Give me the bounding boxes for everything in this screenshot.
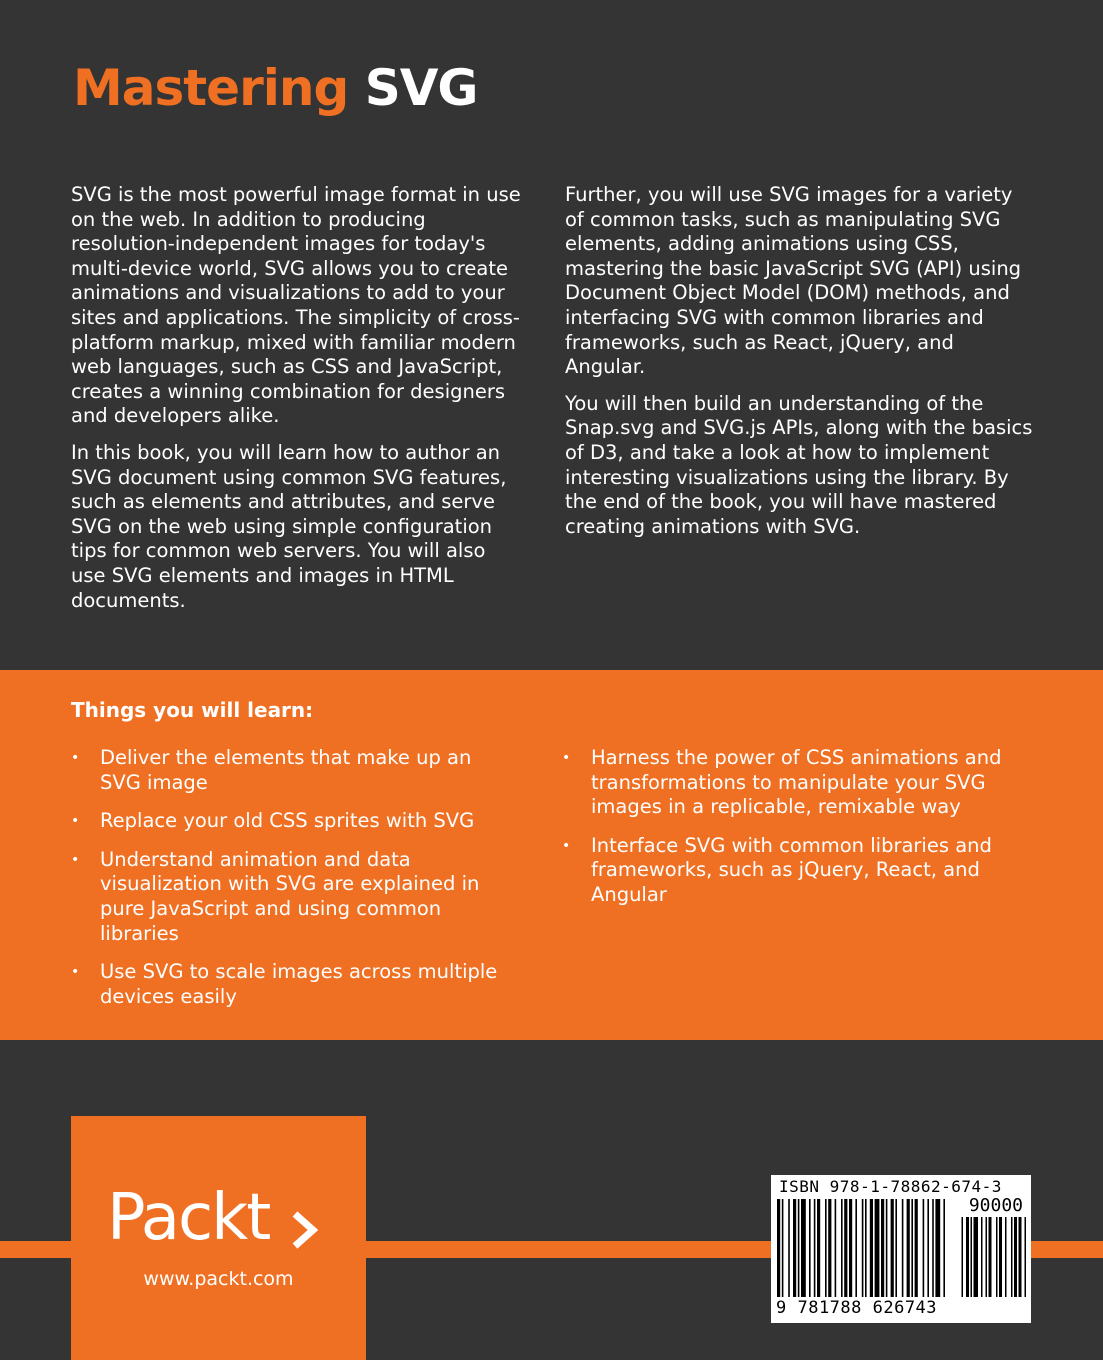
barcode-bar	[798, 1199, 800, 1297]
learn-heading: Things you will learn:	[71, 698, 314, 722]
learn-item-text: Replace your old CSS sprites with SVG	[100, 809, 475, 833]
bullet-icon: •	[71, 750, 80, 766]
learn-list-left	[71, 746, 501, 1023]
barcode-bar	[862, 1199, 864, 1297]
barcode-addon-bar	[1019, 1217, 1022, 1297]
barcode-bar	[793, 1199, 796, 1297]
barcode-bar	[895, 1199, 897, 1297]
description-paragraph: Further, you will use SVG images for a variety of common tasks, such as manipulating SVG elements, adding animations using CSS, mastering the basic JavaScript SVG (API) using Document Object Model (DOM) methods, and interfacing SVG with common libraries and frameworks, such as React, jQuery, and Angular.	[565, 183, 1022, 379]
publisher-url: www.packt.com	[143, 1268, 294, 1290]
description-right-column	[565, 183, 1035, 551]
barcode-addon-bar	[1025, 1217, 1027, 1297]
barcode-addon-bar	[996, 1217, 998, 1297]
learn-section	[0, 670, 1103, 1040]
chevron-right-icon	[289, 1210, 319, 1250]
barcode-bar	[825, 1199, 827, 1297]
barcode-bar	[927, 1199, 929, 1297]
barcode-bar	[875, 1199, 880, 1297]
barcode-addon-bar	[1005, 1217, 1007, 1297]
barcode-bar	[886, 1199, 888, 1297]
description-paragraph: In this book, you will learn how to author an SVG document using common SVG features, such as elements and attributes, and serve SVG on the web using simple configuration tips for common web servers. You will also use SVG elements and images in HTML documents.	[71, 440, 507, 612]
bullet-icon: •	[562, 837, 571, 854]
barcode-bar	[915, 1199, 918, 1297]
barcode-addon-bar	[974, 1217, 979, 1297]
description-paragraph: SVG is the most powerful image format in use on the web. In addition to producing resolution-independent images for today's multi-device world, SVG allows you to create animations and visualizations to add to your sites and applications. The simplicity of cross-platform markup, mixed with familiar modern web languages, such as CSS and JavaScript, creates a winning combination for designers and developers alike.	[71, 183, 521, 428]
barcode-addon-bar	[962, 1217, 964, 1297]
barcode-bar	[841, 1199, 843, 1297]
isbn-barcode	[771, 1175, 1031, 1323]
barcode-bar	[891, 1199, 894, 1297]
barcode-bar	[907, 1199, 910, 1297]
barcode-bar	[828, 1199, 831, 1297]
barcode-addon-bar	[966, 1217, 969, 1297]
barcode-bar	[881, 1199, 884, 1297]
barcode-addon-bar	[1011, 1217, 1013, 1297]
learn-item	[71, 848, 501, 946]
barcode-bar	[932, 1199, 934, 1297]
barcode-bar	[943, 1199, 945, 1297]
barcode-addon-bar	[981, 1217, 983, 1297]
learn-item-text: Understand animation and data visualization with SVG are explained in pure JavaScript and using common libraries	[100, 847, 480, 945]
learn-item-text: Interface SVG with common libraries and frameworks, such as jQuery, React, and Angular	[591, 833, 992, 906]
packt-logo-text: Packt	[107, 1181, 270, 1255]
learn-list-right	[562, 746, 1032, 922]
barcode-bar	[870, 1199, 873, 1297]
barcode-bar	[844, 1199, 847, 1297]
barcode-bar	[814, 1199, 816, 1297]
learn-item-text: Use SVG to scale images across multiple devices easily	[100, 960, 498, 1008]
barcode-bar	[835, 1199, 837, 1297]
learn-item	[71, 960, 501, 1009]
description-paragraph: You will then build an understanding of the Snap.svg and SVG.js APIs, along with the basics of D3, and take a look at how to implement interesting visualizations using the library. By the end of the book, you will have mastered creating animations with SVG.	[565, 391, 1033, 538]
learn-item-text: Deliver the elements that make up an SVG image	[100, 746, 472, 794]
packt-logo	[107, 1178, 333, 1258]
isbn-text: ISBN 978-1-78862-674-3	[779, 1177, 1002, 1196]
barcode-bar	[788, 1199, 790, 1297]
barcode-bar	[855, 1199, 857, 1297]
barcode-addon-bar	[999, 1217, 1002, 1297]
barcode-bar	[801, 1199, 806, 1297]
bullet-icon: •	[71, 964, 80, 981]
barcode-bar	[782, 1199, 784, 1297]
barcode-bar	[923, 1199, 925, 1297]
learn-item	[562, 834, 1032, 908]
barcode-addon-bar	[989, 1217, 992, 1297]
bullet-icon: •	[71, 813, 80, 830]
barcode-addon-bar	[1014, 1217, 1017, 1297]
barcode-addon-bar	[986, 1217, 988, 1297]
barcode-bar	[902, 1199, 904, 1297]
barcode-addon-bar	[971, 1217, 973, 1297]
isbn-addon: 90000	[968, 1195, 1023, 1216]
learn-item	[71, 809, 501, 834]
bullet-icon: •	[562, 750, 571, 766]
book-title	[73, 52, 477, 124]
barcode-bar	[935, 1199, 940, 1297]
barcode-bar	[911, 1199, 913, 1297]
barcode-bar	[817, 1199, 820, 1297]
barcode-bar	[865, 1199, 867, 1297]
description-left-column	[71, 183, 526, 625]
barcode-bar	[777, 1199, 780, 1297]
learn-item	[71, 746, 501, 795]
learn-item-text: Harness the power of CSS animations and transformations to manipulate your SVG images in a replicable, remixable way	[591, 746, 1002, 819]
barcode-bar	[809, 1199, 811, 1297]
barcode-bar	[849, 1199, 852, 1297]
bullet-icon: •	[71, 851, 80, 868]
barcode-digits: 9 781788 626743	[773, 1297, 940, 1319]
publisher-box	[71, 1116, 366, 1360]
learn-item	[562, 746, 1032, 820]
title-svg: SVG	[364, 59, 478, 117]
title-mastering: Mastering	[73, 59, 349, 117]
